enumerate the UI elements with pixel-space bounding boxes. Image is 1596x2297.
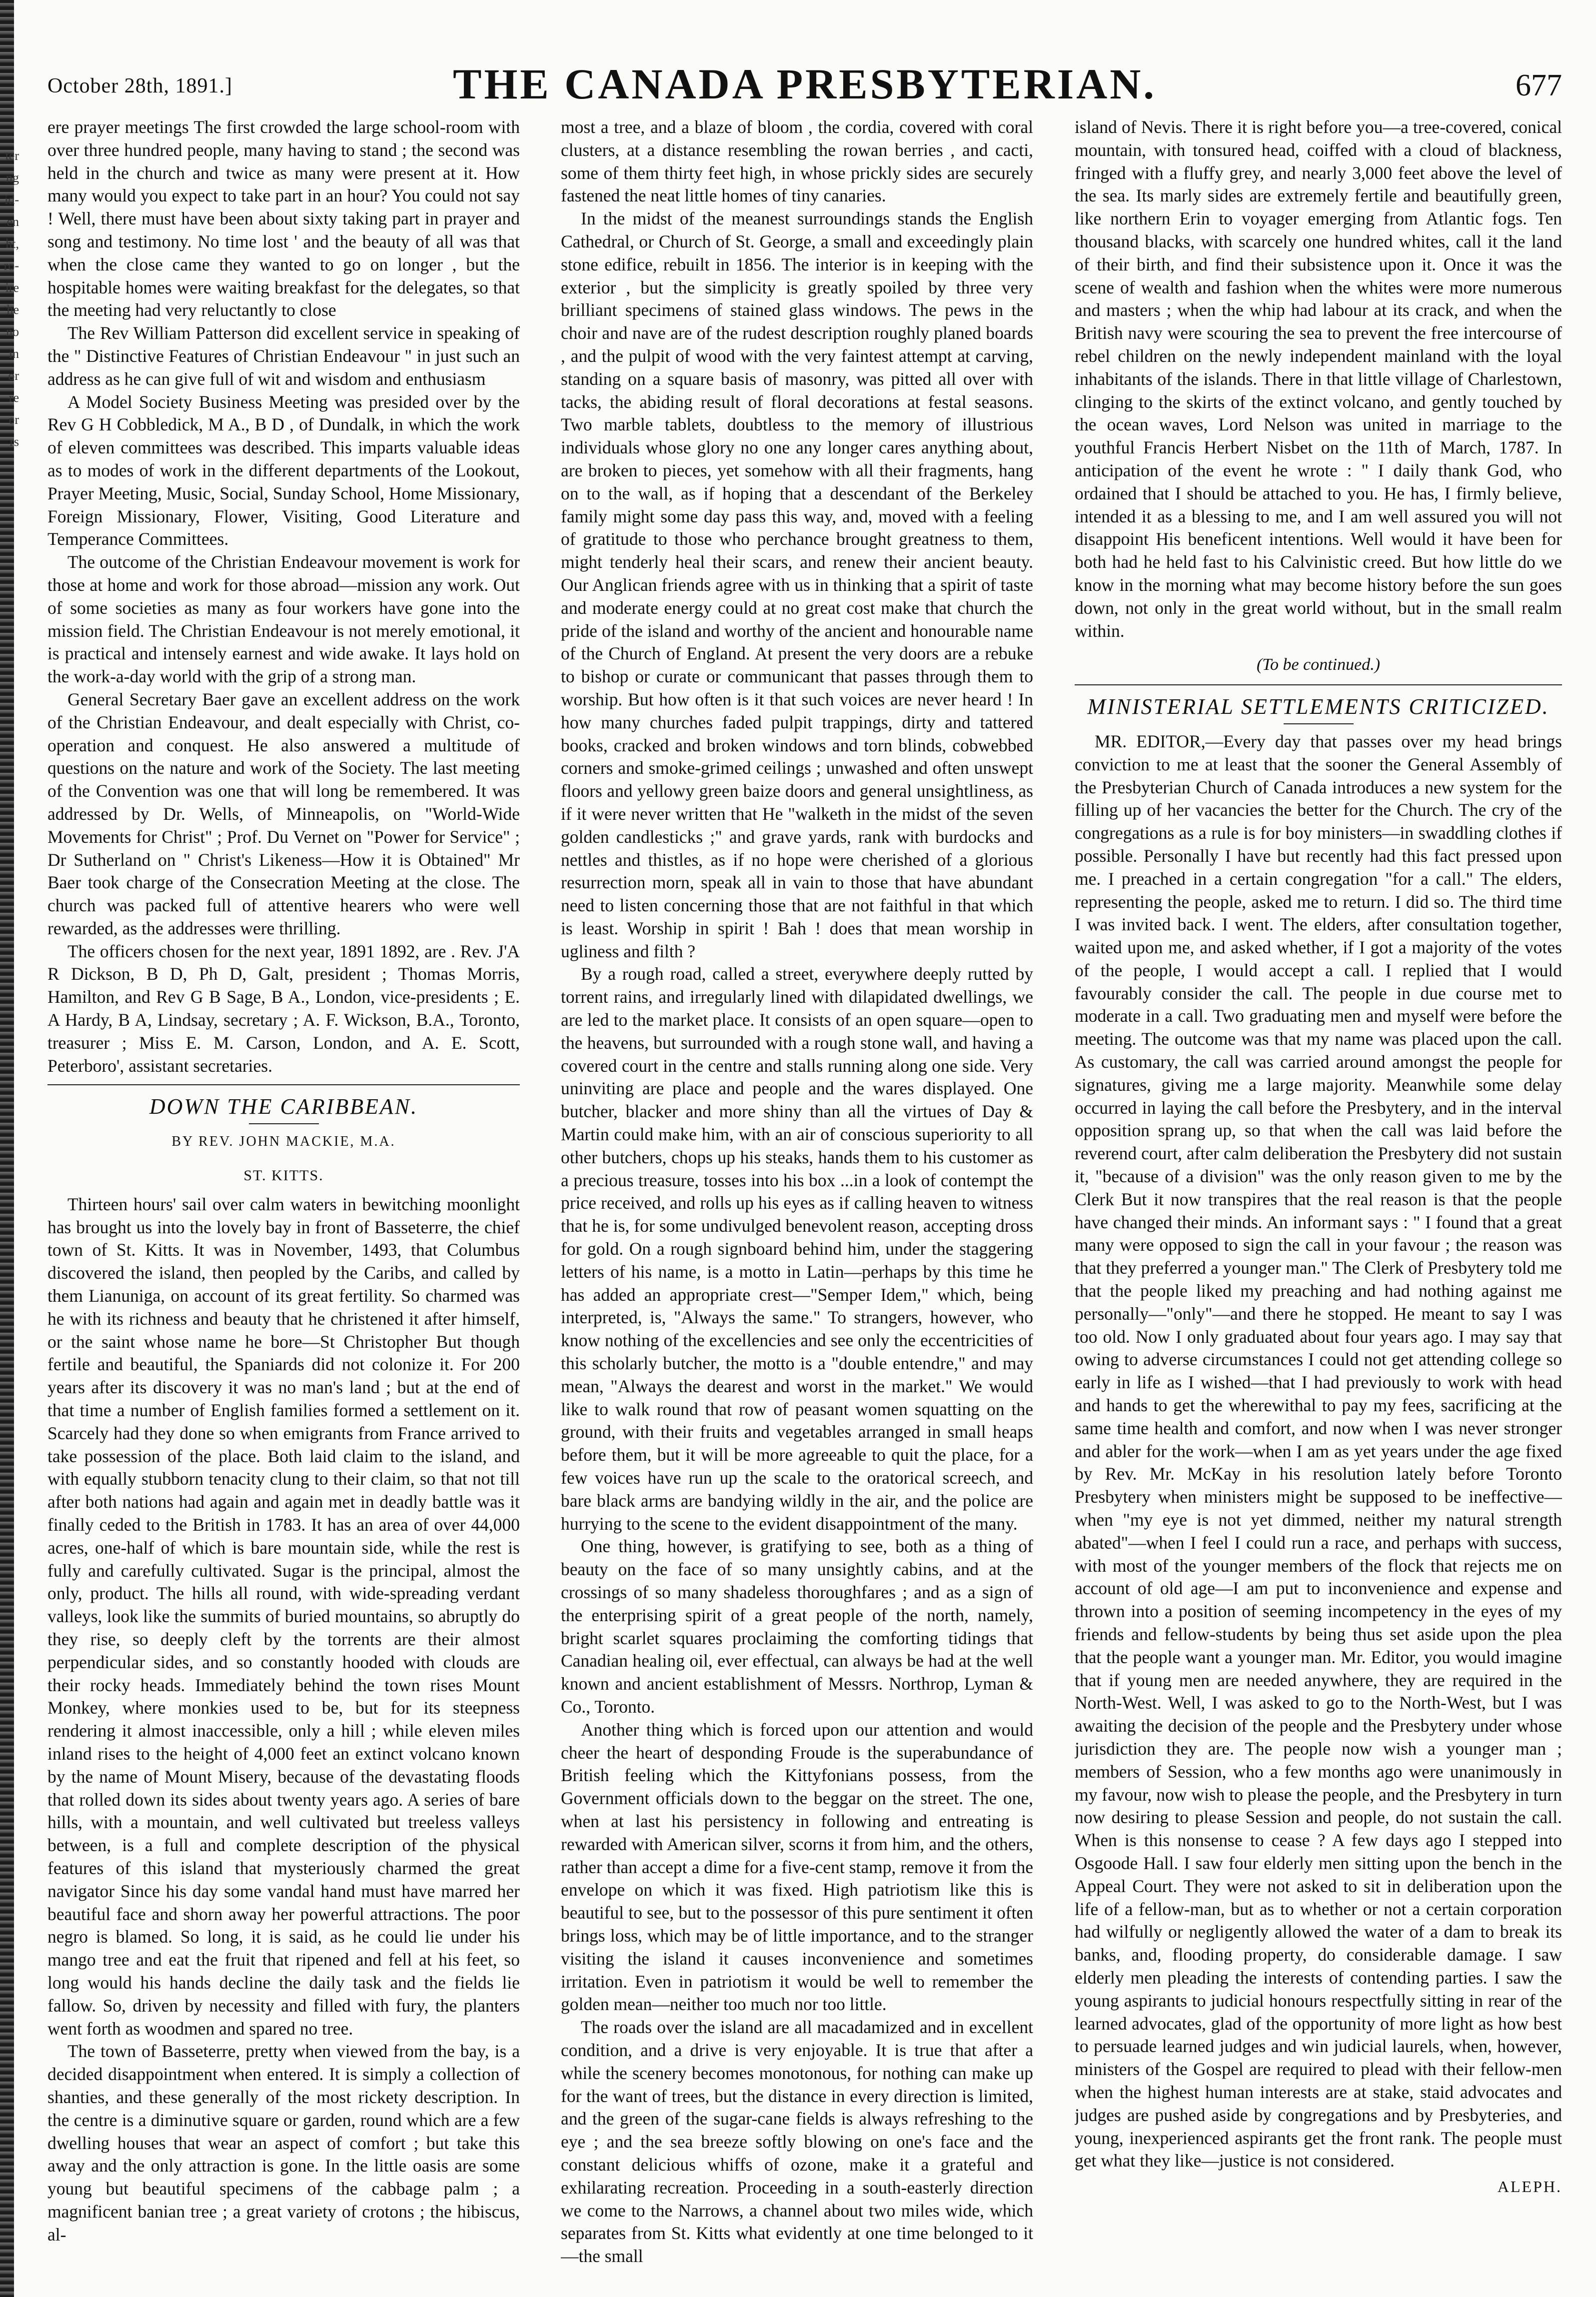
- paragraph: The town of Basseterre, pretty when viewed from the bay, is a decided disappointment when entered. It is simply a collection of shanties, and these generally of the most rickety description. In the centre is a diminutive square or garden, round which are a few dwelling houses that wear an aspect of comfort ; but take this away and the only attraction is gone. In the little oasis are some young but beautiful specimens of the cabbage palm ; a magnificent banian tree ; a great variety of crotons ; the hibiscus, al-: [47, 2041, 520, 2245]
- article-subhead: ST. KITTS.: [243, 1167, 324, 1184]
- margin-fragment: ire: [5, 280, 19, 295]
- article-title-caribbean: DOWN THE CARIBBEAN.: [149, 1094, 418, 1119]
- margin-fragment: en: [6, 214, 19, 229]
- paragraph: most a tree, and a blaze of bloom , the cordia, covered with coral clusters, at a distance resembling the rowan berries , and cacti, some of them thirty feet high, in whose prickly sides are securely fastened the neat little homes of tiny canaries.: [561, 117, 1033, 206]
- margin-fragment: re: [8, 390, 19, 405]
- margin-fragment: or: [8, 368, 19, 383]
- margin-fragment: ter: [5, 148, 19, 163]
- margin-fragment: ng: [6, 170, 19, 185]
- article-title-ministerial: MINISTERIAL SETTLEMENTS CRITICIZED.: [1087, 694, 1550, 719]
- section-divider: [1075, 684, 1562, 685]
- paragraph: In the midst of the meanest surroundings stands the English Cathedral, or Church of St. George, a small and exceedingly plain stone edifice, rebuilt in 1856. The interior is in keeping with the exterior , but the simplicity is greatly spoiled by three very brilliant specimens of stained glass windows. The pews in the choir and nave are of the rudest description roughly planed boards , and the pulpit of wood with the very faintest attempt at carving, standing on a square basis of masonry, was pitted all over with tacks, the abiding result of floral decorations at festal seasons. Two marble tablets, doubtless to the memory of illustrious individuals whose glory no one any longer cares anything about, are broken to pieces, yet somehow with all their fragments, hang on to the wall, as if hoping that a descendant of the Berkeley family might some day pass this way, and, moved with a feeling of gratitude to those who perchance brought greatness to them, might tenderly heal their scars, and renew their ancient beauty. Our Anglican friends agree with us in thinking that a spirit of taste and moderate energy could at no great cost make that church the pride of the island and worthy of the ancient and honourable name of the Church of England. At present the very doors are a rebuke to bishop or curate or communicant that passes through them to worship. But how often is it that such voices are never heard ! In how many churches faded pulpit trappings, dirty and tattered books, cracked and broken windows and torn blinds, cobwebbed corners and smoke-grimed ceilings ; unwashed and often unswept floors and yellowy green baize doors and general unsightliness, as if it were never written that He "walketh in the midst of the seven golden candlesticks ;" and grave yards, rank with burdocks and nettles and thistles, as if no hope were cherished of a glorious resurrection morn, speak all in vain to those that have abundant need to listen concerning those that are not faithful in that which is least. Worship in spirit ! Bah ! does that mean worship in ugliness and filth ?: [561, 208, 1033, 961]
- issue-date: October 28th, 1891.]: [47, 74, 232, 97]
- article-byline: BY REV. JOHN MACKIE, M.A.: [171, 1134, 396, 1150]
- paragraph: General Secretary Baer gave an excellent address on the work of the Christian Endeavour, and dealt especially with Christ, co-operation and conquest. He also answered a multitude of questions on the nature and work of the Society. The last meeting of the Convention was one that will long be remembered. It was addressed by Dr. Wells, of Minneapolis, on "World-Wide Movements for Christ" ; Prof. Du Vernet on "Power for Service" ; Dr Sutherland on " Christ's Likeness—How it is Obtained" Mr Baer took charge of the Consecration Meeting at the close. The church was packed full of attentive hearers who were well rewarded, as the addresses were thrilling.: [47, 689, 520, 938]
- margin-fragment: ht,: [5, 236, 19, 251]
- title-rule: [249, 1123, 319, 1124]
- letter-signature: ALEPH.: [1497, 2178, 1562, 2196]
- margin-fragment: rs: [9, 434, 19, 449]
- margin-fragment: ro-: [3, 258, 19, 273]
- margin-fragments: [1, 145, 19, 453]
- column-3: [1075, 116, 1562, 2281]
- margin-fragment: he: [6, 302, 19, 317]
- paragraph: ere prayer meetings The first crowded the large school-room with over three hundred people, many having to stand ; the second was held in the church and twice as many were present at it. How many would you expect to take part in an hour? You could not say ! Well, there must have been about sixty taking part in prayer and song and testimony. No time lost ' and the beauty of all was that when the close came they wanted to go on longer , but the hospitable homes were waiting breakfast for the delegates, so that the meeting had very reluctantly to close: [47, 117, 520, 320]
- paragraph: Another thing which is forced upon our attention and would cheer the heart of desponding Froude is the superabundance of British feeling which the Kittyfonians possess, from the Government officials down to the beggar on the street. The one, when at last his persistency in following and entreating is rewarded with American silver, scorns it from him, and the others, rather than accept a dime for a five-cent stamp, remove it from the envelope on which it was fixed. High patriotism like this is beautiful to see, but to the possessor of this pure sentiment it often brings loss, which may be of little importance, and to the stranger visiting the island it causes inconvenience and sometimes irritation. Even in patriotism it would be well to remember the golden mean—neither too much nor too little.: [561, 1719, 1033, 2015]
- margin-fragment: id-: [4, 192, 19, 207]
- paragraph: The outcome of the Christian Endeavour movement is work for those at home and work for those abroad—mission any work. Out of some societies as many as four workers have gone into the mission field. The Christian Endeavour is not merely emotional, it is practical and intensely earnest and wide awake. It lays hold on the work-a-day world with the grip of a strong man.: [47, 552, 520, 687]
- paragraph: The roads over the island are all macadamized and in excellent condition, and a drive is very enjoyable. It is true that after a while the scenery becomes monotonous, for nothing can make up for the want of trees, but the distance in every direction is limited, and the green of the sugar-cane fields is always refreshing to the eye ; and the sea breeze softly blowing on one's face and the constant delicious whiffs of ozone, make it a grateful and exhilarating recreation. Proceeding in a south-easterly direction we come to the Narrows, a channel about two miles wide, which separates from St. Kitts what evidently at one time belonged to it—the small: [561, 2017, 1033, 2267]
- section-divider: [47, 1084, 520, 1085]
- paragraph: island of Nevis. There it is right before you—a tree-covered, conical mountain, with tonsured head, coiffed with a cloud of blackness, fringed with a fluffy grey, and nearly 3,000 feet above the level of the sea. Its marly sides are extremely fertile and beautifully green, like northern Erin to voyager emerging from Atlantic fogs. Ten thousand blacks, with scarcely one hundred whites, call it the land of their birth, and find their subsistence upon it. Once it was the scene of wealth and fashion when the whites were more numerous and masters ; when the whip had labour at its crack, and when the British navy were scouring the sea to prevent the free intercourse of rebel children on the newly independent mainland with the loyal inhabitants of the islands. There in that little village of Charlestown, clinging to the skirts of the extinct volcano, and gently touched by the ocean waves, Lord Nelson was united in marriage to the youthful Francis Herbert Nisbet on the 11th of March, 1787. In anticipation of the event he wrote : " I daily thank God, who ordained that I should be attached to you. He has, I firmly believe, intended it as a blessing to me, and I am well assured you will not disappoint His beneficent intentions. Well would it have been for both had he held fast to his Calvinistic creed. But how little do we know in the morning what may become history before the sun goes down, not only in the great world without, but in the small realm within.: [1075, 117, 1562, 641]
- masthead-title: THE CANADA PRESBYTERIAN.: [453, 60, 1157, 108]
- page-header: [47, 59, 1562, 114]
- to-be-continued: (To be continued.): [1256, 655, 1381, 674]
- title-rule: [1284, 723, 1354, 724]
- page-number: 677: [1516, 68, 1562, 102]
- column-2: [561, 116, 1033, 2281]
- margin-fragment: in: [8, 346, 19, 361]
- paragraph: A Model Society Business Meeting was presided over by the Rev G H Cobbledick, M A., B D , of Dundalk, in which the work of eleven committees was described. This imparts valuable ideas as to modes of work in the different departments of the Lookout, Prayer Meeting, Music, Social, Sunday School, Home Missionary, Foreign Missionary, Flower, Visiting, Good Literature and Temperance Committees.: [47, 391, 520, 549]
- paragraph: The officers chosen for the next year, 1891 1892, are . Rev. J'A R Dickson, B D, Ph D, Galt, president ; Thomas Morris, Hamilton, and Rev G B Sage, B A., London, vice-presidents ; E. A Hardy, B A, Lindsay, secretary ; A. F. Wickson, B.A., Toronto, treasurer ; Miss E. M. Carson, London, and A. E. Scott, Peterboro', assistant secretaries.: [47, 941, 520, 1076]
- paragraph: The Rev William Patterson did excellent service in speaking of the " Distinctive Features of Christian Endeavour " in just such an address as he can give full of wit and wisdom and enthusiasm: [47, 323, 520, 389]
- paragraph: By a rough road, called a street, everywhere deeply rutted by torrent rains, and irregularly lined with dilapidated dwellings, we are led to the market place. It consists of an open square—open to the heavens, but surrounded with a rough stone wall, and having a covered court in the centre and stalls running along one side. Very uninviting are place and people and the wares displayed. One butcher, blacker and more shiny than all the virtues of Day & Martin could make him, with an air of conscious superiority to all other butchers, chops up his steaks, hands them to his customer as a precious treasure, tosses into his box ...in a look of contempt the price received, and rolls up his eyes as if calling heaven to witness that he is, for some undivulged benevolent reason, accepting dross for gold. On a rough signboard behind him, under the staggering letters of his name, is a motto in Latin—perhaps by this time he has added an appropriate crest—"Semper Idem," which, being interpreted, is, "Always the same." To strangers, however, who know nothing of the excellencies and see only the eccentricities of this scholarly butcher, the motto is a "double entendre," and may mean, "Always the dearest and worst in the market." We would like to walk round that row of peasant women squatting on the ground, with their fruits and vegetables arranged in small heaps before them, but it will be more agreeable to quit the place, for a few voices have run up the scale to the oratorical screech, and bare black arms are bandying wildly in the air, and the police are hurrying to the scene to the evident disappointment of the many.: [561, 964, 1033, 1534]
- paragraph: Thirteen hours' sail over calm waters in bewitching moonlight has brought us into the lovely bay in front of Basseterre, the chief town of St. Kitts. It was in November, 1493, that Columbus discovered the island, then peopled by the Caribs, and called by them Lianuniga, on account of its great fertility. So charmed was he with its richness and beauty that he christened it after himself, or the saint whose name he bore—St Christopher But though fertile and beautiful, the Spaniards did not colonize it. For 200 years after its discovery it was no man's land ; but at the end of that time a number of English families formed a settlement on it. Scarcely had they done so when emigrants from France arrived to take possession of the place. Both laid claim to the island, and with equally stubborn tenacity clung to their claim, so that not till after both nations had again and again met in deadly battle was it finally ceded to the British in 1783. It has an area of over 44,000 acres, one-half of which is bare mountain side, while the rest is fully and carefully cultivated. Sugar is the principal, almost the only, product. The hills all round, with wide-spreading verdant valleys, look like the summits of buried mountains, so abruptly do they rise, so deeply cleft by the torrents are their almost perpendicular sides, and so constantly hooded with clouds are their rocky heads. Immediately behind the town rises Mount Monkey, where monkies used to be, but for its steepness rendering it almost inaccessible, only a hill ; while eleven miles inland rises to the height of 4,000 feet an extinct volcano known by the name of Mount Misery, because of the devastating floods that rolled down its sides about twenty years ago. A series of bare hills, with a mountain, and well cultivated but treeless valleys between, is a full and complete description of the physical features of this island that mysteriously charmed the great navigator Since his day some vandal hand must have marred her beautiful face and shorn away her powerful attractions. The poor negro is blamed. So long, it is said, as he could lie under his mango tree and eat the fruit that ripened and fell at his feet, so long would his hands decline the daily task and the fields lie fallow. So, driven by necessity and filled with fury, the planters went forth as woodmen and spared no tree.: [47, 1194, 520, 2039]
- margin-fragment: no: [6, 324, 19, 339]
- column-1: [47, 116, 520, 2281]
- margin-fragment: er: [8, 412, 19, 427]
- paragraph: One thing, however, is gratifying to see, both as a thing of beauty on the face of so many unsightly cabins, and at the crossings of so many shadeless thoroughfares ; and as a sign of the enterprising spirit of a great people of the north, namely, bright scarlet squares proclaiming the comforting tidings that Canadian healing oil, ever effectual, can always be had at the well known and ancient establishment of Messrs. Northrop, Lyman & Co., Toronto.: [561, 1536, 1033, 1717]
- paragraph: MR. EDITOR,—Every day that passes over my head brings conviction to me at least that the sooner the General Assembly of the Presbyterian Church of Canada introduces a new system for the filling up of her vacancies the better for the Church. The cry of the congregations as a rule is for boy ministers—in swaddling clothes if possible. Personally I have but recently had this fact pressed upon me. I preached in a certain congregation "for a call." The elders, representing the people, asked me to return. I did so. The third time I was invited back. I went. The elders, after consultation together, waited upon me, and asked whether, if I got a majority of the votes of the people, I would accept a call. I replied that I would favourably consider the call. The people in due course met to moderate in a call. Two graduating men and myself were before the meeting. The outcome was that my name was placed upon the call. As customary, the call was carried around amongst the people for signatures, giving me a large majority. Meanwhile some delay occurred in laying the call before the Presbytery, and in the interval opposition sprang up, so that when the call was laid before the reverend court, after calm deliberation the Presbytery did not sustain it, "because of a division" was the only reason given to me by the Clerk But it now transpires that the real reason is that the people have changed their minds. An informant says : " I found that a great many were opposed to sign the call in your favour ; the reason was that they preferred a younger man." The Clerk of Presbytery told me that the people liked my preaching and had nothing against me personally—"only"—and there he stopped. He meant to say I was too old. Now I only graduated about four years ago. I may say that owing to adverse circumstances I could not get attending college so early in life as I wished—that I had previously to work with head and hands to get the wherewithal to pay my fees, sacrificing at the same time health and comfort, and now when I was never stronger and abler for the work—when I am as yet years under the age fixed by Rev. Mr. McKay in his resolution lately before Toronto Presbytery when ministers might be supposed to be ineffective—when "my eye is not yet dimmed, neither my natural strength abated"—when I feel I could run a race, and perhaps with success, with most of the younger members of the flock that rejects me on account of old age—I am put to inconvenience and expense and thrown into a position of seeming incompetency in the eyes of my friends and fellow-students by being thus set aside upon the plea that the people want a younger man. Mr. Editor, you would imagine that if young men are needed anywhere, they are required in the North-West. Well, I was asked to go to the North-West, but I was awaiting the decision of the people and the Presbytery under whose jurisdiction they are. The people now wish a younger man ; members of Session, who a few months ago were unanimously in my favour, now wish to please the people, and the Presbytery in turn now desiring to please Session and people, do not sustain the call. When is this nonsense to cease ? A few days ago I stepped into Osgoode Hall. I saw four elderly men sitting upon the bench in the Appeal Court. They were not asked to sit in deliberation upon the life of a fellow-man, but as to whether or not a certain corporation had wilfully or negligently allowed the water of a dam to break its banks, and, flooding property, do considerable damage. I saw elderly men pleading the interests of contending parties. I saw the young aspirants to judicial honours respectfully sitting in rear of the learned advocates, glad of the opportunity of more light as how best to persuade learned judges and win judicial laurels, when, however, ministers of the Gospel are required to plead with their fellow-men when the highest human interests are at stake, staid advocates and judges are pushed aside by congregations and by Presbyteries, and young, inexperienced aspirants get the front rank. The people must get what they like—justice is not considered.: [1075, 731, 1562, 2171]
